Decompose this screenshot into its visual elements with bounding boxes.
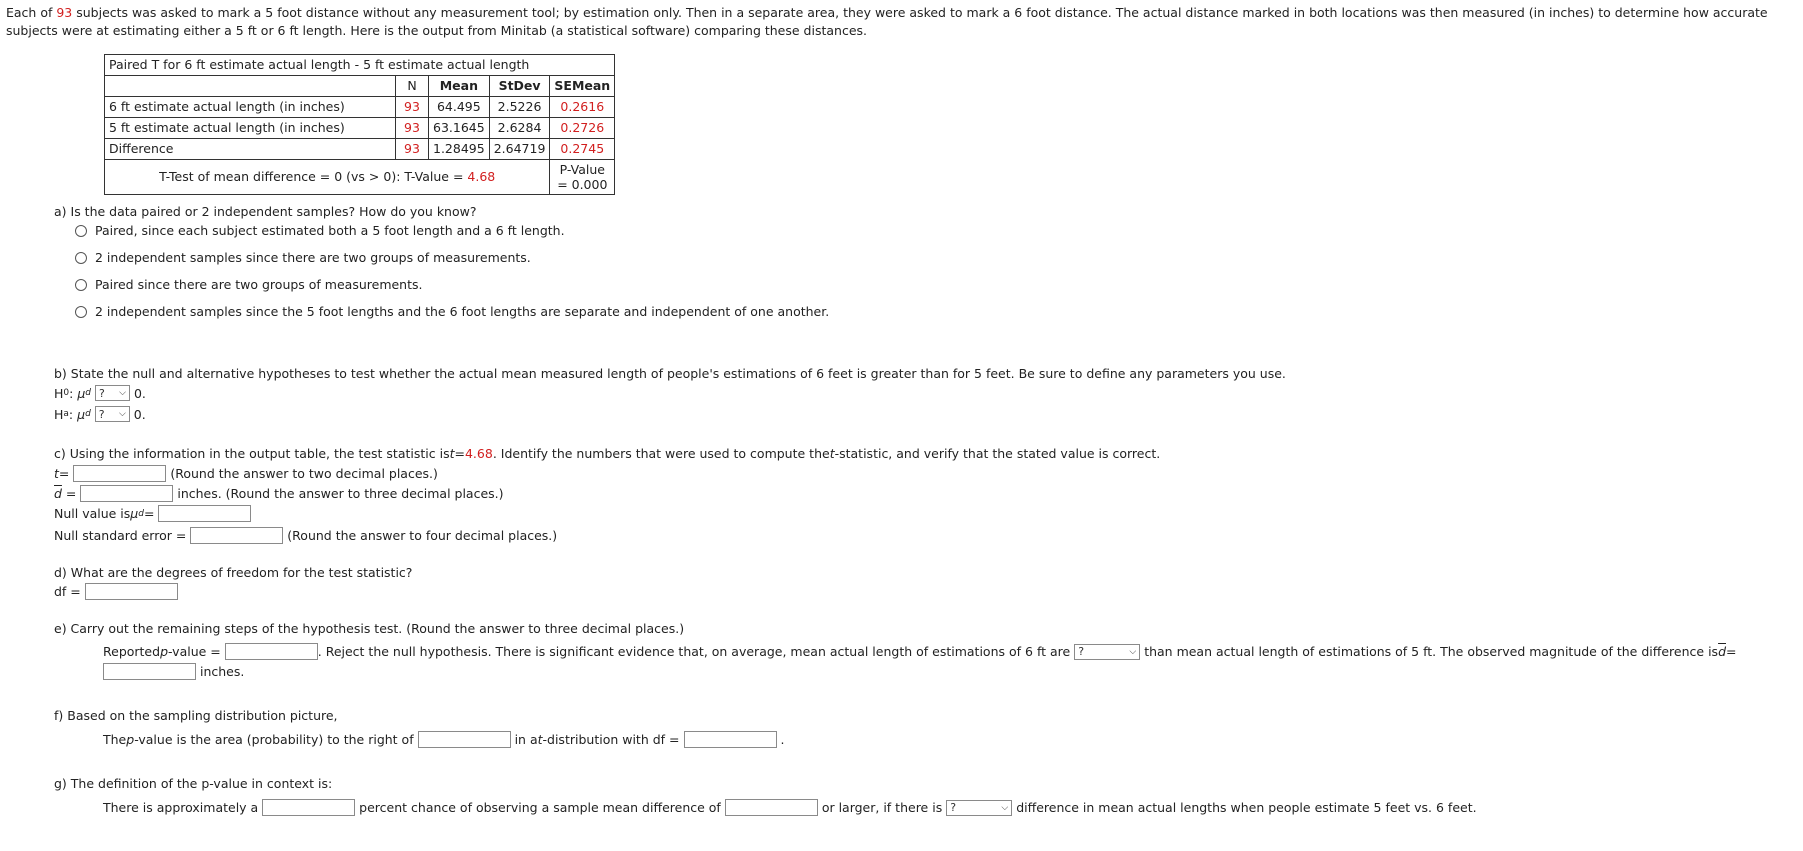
ha-relation-select[interactable]: ? ⌵	[95, 406, 130, 422]
row-n: 93	[396, 97, 429, 118]
row-se: 0.2745	[550, 139, 615, 160]
header-mean: Mean	[429, 76, 490, 97]
direction-select[interactable]: ? ⌵	[1074, 644, 1140, 660]
table-row	[105, 97, 615, 118]
row-mean: 63.1645	[429, 118, 490, 139]
table-title: Paired T for 6 ft estimate actual length - 5 ft estimate actual length	[105, 55, 615, 76]
p-value-cell: P-Value = 0.000	[550, 160, 615, 195]
table-row	[105, 139, 615, 160]
subject-count: 93	[56, 5, 73, 20]
row-stdev: 2.5226	[489, 97, 550, 118]
null-value-row: Null value is μ d =	[54, 505, 251, 522]
question-c-prompt: c) Using the information in the output table, the test statistic is t = 4.68 . Identify the numbers that were used to compute the t -statistic, and verify that the stated value is correct.	[54, 446, 1161, 461]
table-row	[105, 118, 615, 139]
alt-hypothesis-row: H a : μ d ? ⌵ 0.	[54, 406, 146, 422]
radio-button[interactable]	[75, 306, 87, 318]
row-stdev: 2.6284	[489, 118, 550, 139]
difference-select[interactable]: ? ⌵	[946, 800, 1012, 816]
row-label: 6 ft estimate actual length (in inches)	[105, 97, 396, 118]
h0-relation-select[interactable]: ? ⌵	[95, 385, 130, 401]
question-f-prompt: f) Based on the sampling distribution picture,	[54, 708, 338, 723]
row-n: 93	[396, 139, 429, 160]
row-se: 0.2616	[550, 97, 615, 118]
area-right-of-input[interactable]	[418, 731, 511, 748]
t-value: 4.68	[467, 169, 496, 184]
reported-p-value-input[interactable]	[225, 643, 318, 660]
row-n: 93	[396, 118, 429, 139]
null-hypothesis-row: H 0 : μ d ? ⌵ 0.	[54, 385, 146, 401]
option-a-paired-subject[interactable]: Paired, since each subject estimated both a 5 foot length and a 6 ft length.	[75, 223, 565, 238]
row-label: Difference	[105, 139, 396, 160]
df-dist-input[interactable]	[684, 731, 777, 748]
question-b-prompt: b) State the null and alternative hypotheses to test whether the actual mean measured length of people's estimations of 6 feet is greater than for 5 feet. Be sure to define any parameters you use.	[54, 366, 1286, 381]
row-se: 0.2726	[550, 118, 615, 139]
option-a-independent-separate[interactable]: 2 independent samples since the 5 foot lengths and the 6 foot lengths are separate and independent of one another.	[75, 304, 829, 319]
pvalue-context-row: There is approximately a percent chance of observing a sample mean difference of or larger, if there is ? ⌵ difference in mean actual lengths when people estimate 5 feet vs. 6 feet.	[103, 800, 1477, 815]
row-mean: 64.495	[429, 97, 490, 118]
d-bar-input[interactable]	[80, 485, 173, 502]
sample-difference-input[interactable]	[725, 799, 818, 816]
option-a-paired-groups[interactable]: Paired since there are two groups of measurements.	[75, 277, 423, 292]
t-stat-row: t = (Round the answer to two decimal places.)	[54, 466, 438, 481]
question-a-prompt: a) Is the data paired or 2 independent samples? How do you know?	[54, 204, 477, 219]
intro-paragraph	[6, 4, 1796, 40]
radio-button[interactable]	[75, 225, 87, 237]
null-se-row: Null standard error = (Round the answer to four decimal places.)	[54, 528, 558, 543]
d-bar-row: $\overline{d}$ = inches. (Round the answer to three decimal places.)	[54, 486, 504, 501]
question-d-prompt: d) What are the degrees of freedom for the test statistic?	[54, 565, 413, 580]
header-n: N	[396, 76, 429, 97]
row-label: 5 ft estimate actual length (in inches)	[105, 118, 396, 139]
ttest-line: T-Test of mean difference = 0 (vs > 0): T-Value = 4.68	[105, 160, 550, 195]
t-stat-input[interactable]	[73, 465, 166, 482]
area-row: The p -value is the area (probability) to the right of in a t -distribution with df = .	[103, 732, 785, 747]
intro-text-cont: subjects was asked to mark a 5 foot distance without any measurement tool; by estimation only. Then in a separate area, they were asked to mark a 6 foot distance. The actual distance marked in both locations was then measured (in inches) to determine how accurate subjects were at estimating either a 5 ft or 6 ft length. Here is the output from Minitab (a statistical software) comparing these distances.	[6, 5, 1768, 38]
chevron-down-icon: ⌵	[1129, 646, 1137, 657]
radio-button[interactable]	[75, 279, 87, 291]
df-input[interactable]	[85, 583, 178, 600]
null-value-input[interactable]	[158, 505, 251, 522]
percent-chance-input[interactable]	[262, 799, 355, 816]
intro-text: Each of	[6, 5, 57, 20]
p-value-row: Reported p -value = . Reject the null hypothesis. There is significant evidence that, on average, mean actual length of estimations of 6 ft are ? ⌵ than mean actual length of estimations of 5 ft. The observed magnitude of the difference is $\overline{d}$ =	[103, 644, 1737, 659]
difference-row: inches.	[103, 663, 244, 680]
df-row: df =	[54, 583, 178, 600]
chevron-down-icon: ⌵	[118, 409, 126, 419]
chevron-down-icon: ⌵	[1001, 802, 1009, 813]
header-stdev: StDev	[489, 76, 550, 97]
difference-input[interactable]	[103, 663, 196, 680]
p-value: = 0.000	[557, 177, 608, 192]
row-stdev: 2.64719	[489, 139, 550, 160]
minitab-output-table	[104, 54, 615, 195]
option-a-independent-groups[interactable]: 2 independent samples since there are two groups of measurements.	[75, 250, 531, 265]
question-e-prompt: e) Carry out the remaining steps of the hypothesis test. (Round the answer to three decimal places.)	[54, 621, 685, 636]
header-semean: SEMean	[550, 76, 615, 97]
row-mean: 1.28495	[429, 139, 490, 160]
radio-button[interactable]	[75, 252, 87, 264]
question-g-prompt: g) The definition of the p-value in context is:	[54, 776, 333, 791]
null-se-input[interactable]	[190, 527, 283, 544]
chevron-down-icon: ⌵	[119, 388, 126, 398]
